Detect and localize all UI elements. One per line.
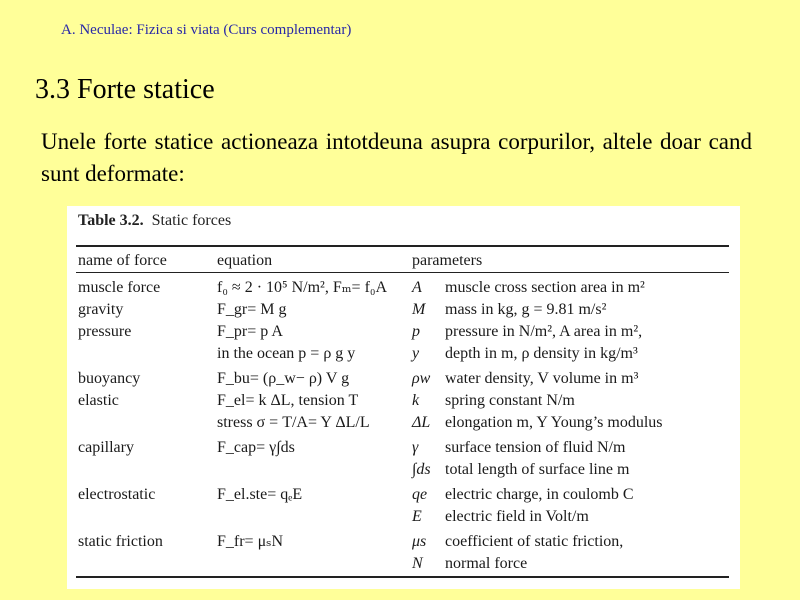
force-equation: F_cap= γ∫ds xyxy=(217,439,295,456)
force-name: buoyancy xyxy=(78,370,141,387)
force-equation: F_fr= μₛN xyxy=(217,533,284,550)
force-equation: F_gr= M g xyxy=(217,301,287,318)
parameter-symbol: μs xyxy=(412,533,427,550)
table-row xyxy=(78,343,729,365)
table-row xyxy=(78,553,729,575)
parameter-description: normal force xyxy=(445,555,528,572)
force-name: static friction xyxy=(78,533,163,550)
table-row xyxy=(78,459,729,481)
parameter-symbol: N xyxy=(412,555,423,572)
force-name: electrostatic xyxy=(78,486,156,503)
parameter-symbol: ∫ds xyxy=(412,461,431,478)
force-equation: stress σ = T/A= Y ΔL/L xyxy=(217,414,370,431)
parameter-description: surface tension of fluid N/m xyxy=(445,439,626,456)
parameter-symbol: ΔL xyxy=(412,414,431,431)
table-row xyxy=(78,277,729,299)
parameter-description: muscle cross section area in m² xyxy=(445,279,645,296)
forces-grid xyxy=(78,250,729,575)
intro-paragraph: Unele forte statice actioneaza intotdeuna asupra corpurilor, altele doar cand sunt deformate: xyxy=(41,129,752,186)
force-equation: F_el= k ΔL, tension T xyxy=(217,392,359,409)
force-name xyxy=(78,343,217,365)
force-name: muscle force xyxy=(78,279,161,296)
table-row xyxy=(78,506,729,528)
force-equation xyxy=(217,553,412,575)
force-name: gravity xyxy=(78,301,124,318)
table-caption xyxy=(78,212,231,230)
table-row xyxy=(78,390,729,412)
table-row xyxy=(78,531,729,553)
parameter-symbol: k xyxy=(412,392,420,409)
document-header: A. Neculae: Fizica si viata (Curs complementar) xyxy=(61,22,352,38)
parameter-description: water density, V volume in m³ xyxy=(445,370,639,387)
table-row xyxy=(78,484,729,506)
table-row xyxy=(78,412,729,434)
parameter-description: coefficient of static friction, xyxy=(445,533,624,550)
table-header-row xyxy=(78,250,729,274)
section-title: 3.3 Forte statice xyxy=(35,74,215,105)
parameter-symbol: ρw xyxy=(412,370,431,387)
parameter-symbol: A xyxy=(412,279,422,296)
static-forces-table xyxy=(67,206,740,589)
parameter-symbol: γ xyxy=(412,439,419,456)
parameter-description: spring constant N/m xyxy=(445,392,575,409)
table-caption-label: Table 3.2. xyxy=(78,212,144,229)
force-name xyxy=(78,506,217,528)
parameter-description: total length of surface line m xyxy=(445,461,630,478)
force-equation: F_pr= p A xyxy=(217,323,283,340)
parameter-symbol: qe xyxy=(412,486,428,503)
force-name: pressure xyxy=(78,323,132,340)
table-row xyxy=(78,321,729,343)
column-header-parameters: parameters xyxy=(412,252,483,269)
table-caption-text: Static forces xyxy=(151,212,232,229)
table-top-rule xyxy=(76,245,729,247)
parameter-description: electric field in Volt/m xyxy=(445,508,589,525)
force-equation: F_el.ste= qₑE xyxy=(217,486,303,503)
column-header-equation: equation xyxy=(217,252,273,269)
parameter-symbol: M xyxy=(412,301,426,318)
force-name xyxy=(78,412,217,434)
parameter-description: mass in kg, g = 9.81 m/s² xyxy=(445,301,607,318)
table-row xyxy=(78,437,729,459)
parameter-symbol: y xyxy=(412,345,420,362)
force-equation: F_bu= (ρ_w− ρ) V g xyxy=(217,370,350,387)
parameter-description: electric charge, in coulomb C xyxy=(445,486,634,503)
force-equation: in the ocean p = ρ g y xyxy=(217,345,356,362)
force-name xyxy=(78,553,217,575)
force-name: capillary xyxy=(78,439,134,456)
column-header-name: name of force xyxy=(78,252,167,269)
parameter-symbol: p xyxy=(412,323,420,340)
force-equation: f₀ ≈ 2 · 10⁵ N/m², Fₘ= f₀A xyxy=(217,279,388,296)
force-name xyxy=(78,459,217,481)
parameter-symbol: E xyxy=(412,508,422,525)
force-equation xyxy=(217,506,412,528)
force-equation xyxy=(217,459,412,481)
force-name: elastic xyxy=(78,392,119,409)
table-row xyxy=(78,368,729,390)
table-bottom-rule xyxy=(76,576,729,578)
parameter-description: pressure in N/m², A area in m², xyxy=(445,323,643,340)
parameter-description: elongation m, Y Young’s modulus xyxy=(445,414,663,431)
table-row xyxy=(78,299,729,321)
parameter-description: depth in m, ρ density in kg/m³ xyxy=(445,345,638,362)
